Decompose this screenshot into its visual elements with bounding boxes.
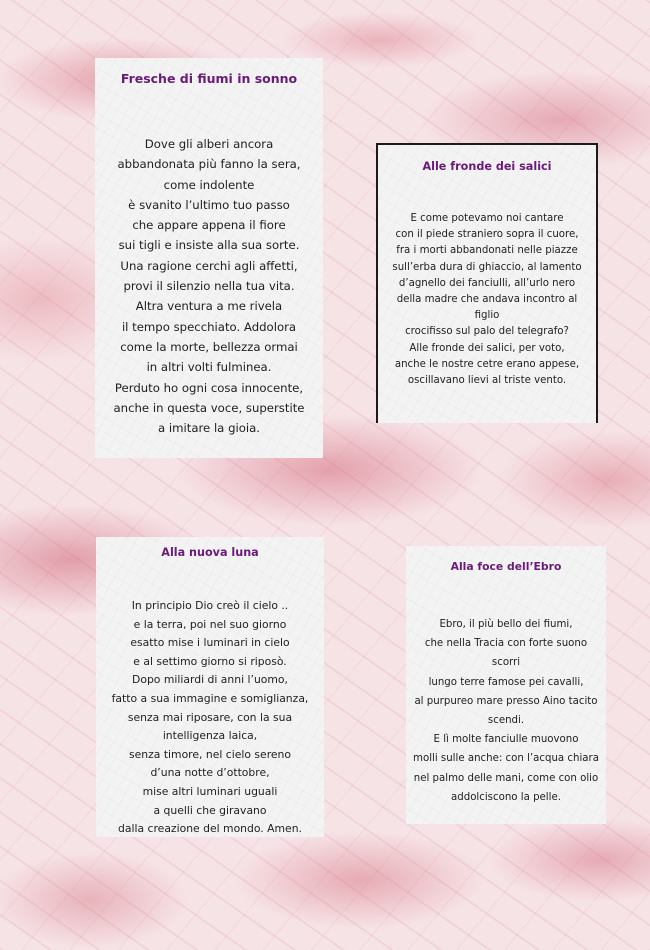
poem-card-alle-fronde-dei-salici <box>376 143 598 423</box>
poem-line: il tempo specchiato. Addolora <box>121 319 297 334</box>
poem-line: E come potevamo noi cantare <box>410 213 564 224</box>
poem-title: Alla nuova luna <box>161 546 259 559</box>
poem-line: mise altri luminari uguali <box>142 784 278 798</box>
poem-line: anche in questa voce, superstite <box>113 400 305 415</box>
poem-line: e al settimo giorno si riposò. <box>133 654 287 668</box>
poem-line: come la morte, bellezza ormai <box>120 339 298 354</box>
poem-line: In principio Dio creò il cielo .. <box>131 599 289 612</box>
poem-line: molli sulle anche: con l’acqua chiara <box>413 753 599 765</box>
poem-text <box>96 597 324 839</box>
poem-card-alla-foce-dell-ebro <box>406 546 606 824</box>
poem-line: intelligenza laica, <box>162 729 258 743</box>
poem-line: provi il silenzio nella tua vita. <box>123 279 295 294</box>
poem-line: a imitare la gioia. <box>157 421 261 436</box>
poem-line: E lì molte fanciulle muovono <box>433 734 579 746</box>
poem-title: Fresche di fiumi in sonno <box>120 71 298 86</box>
poem-text <box>406 615 606 807</box>
poem-line: fatto a sua immagine e somiglianza, <box>111 691 309 705</box>
poem-line: anche le nostre cetre erano appese, <box>394 358 580 370</box>
poem-line: addolciscono la pelle. <box>451 791 561 803</box>
poem-line: e la terra, poi nel suo giorno <box>133 617 287 631</box>
poem-line: fra i morti abbandonati nelle piazze <box>396 245 578 257</box>
poem-line: senza timore, nel cielo sereno <box>129 747 291 761</box>
poem-line: scendi. <box>487 715 525 727</box>
poem-line: Dopo miliardi di anni l’uomo, <box>132 673 288 687</box>
poem-line: Alle fronde dei salici, per voto, <box>409 342 565 354</box>
poem-text <box>95 134 323 438</box>
poem-line: dalla creazione del mondo. Amen. <box>118 822 302 836</box>
poem-card-fresche-di-fiumi <box>95 58 323 458</box>
poem-line: d’agnello dei fanciulli, all’urlo nero <box>398 277 576 289</box>
poem-line: lungo terre famose pei cavalli, <box>428 676 584 688</box>
poem-line: al purpureo mare presso Aino tacito <box>414 695 598 707</box>
poem-title: Alla foce dell’Ebro <box>450 560 562 573</box>
poem-line: come indolente <box>163 177 255 192</box>
poem-line: Dove gli alberi ancora <box>144 137 274 151</box>
poem-line: è svanito l’ultimo tuo passo <box>128 197 290 212</box>
poem-line: senza mai riposare, con la sua <box>127 710 293 724</box>
poem-line: in altri volti fulminea. <box>146 360 272 375</box>
poem-line: sui tigli e insiste alla sua sorte. <box>118 238 300 253</box>
poem-line: figlio <box>474 310 500 322</box>
poem-card-alla-nuova-luna <box>96 537 324 837</box>
poem-line: nel palmo delle mani, come con olio <box>413 772 599 784</box>
poem-line: a quelli che giravano <box>153 803 267 817</box>
poem-line: crocifisso sul palo del telegrafo? <box>405 326 569 338</box>
poem-line: Una ragione cerchi agli affetti, <box>120 258 298 273</box>
poem-line: che nella Tracia con forte suono <box>424 638 588 650</box>
poem-line: d’una notte d’ottobre, <box>150 766 270 780</box>
poem-line: Altra ventura a me rivela <box>135 299 283 314</box>
poem-line: della madre che andava incontro al <box>396 294 578 306</box>
poem-line: esatto mise i luminari in cielo <box>130 636 290 650</box>
poem-line: sull’erba dura di ghiaccio, al lamento <box>392 261 582 273</box>
poem-line: Ebro, il più bello dei fiumi, <box>439 619 573 630</box>
poem-line: oscillavano lievi al triste vento. <box>407 375 567 387</box>
poem-line: con il piede straniero sopra il cuore, <box>395 229 579 241</box>
poem-title: Alle fronde dei salici <box>422 160 552 173</box>
poem-line: che appare appena il fiore <box>132 218 286 233</box>
poem-line: scorri <box>491 657 521 669</box>
poem-line: Perduto ho ogni cosa innocente, <box>114 380 304 395</box>
poem-text <box>378 211 596 389</box>
poem-line: abbandonata più fanno la sera, <box>117 157 301 172</box>
